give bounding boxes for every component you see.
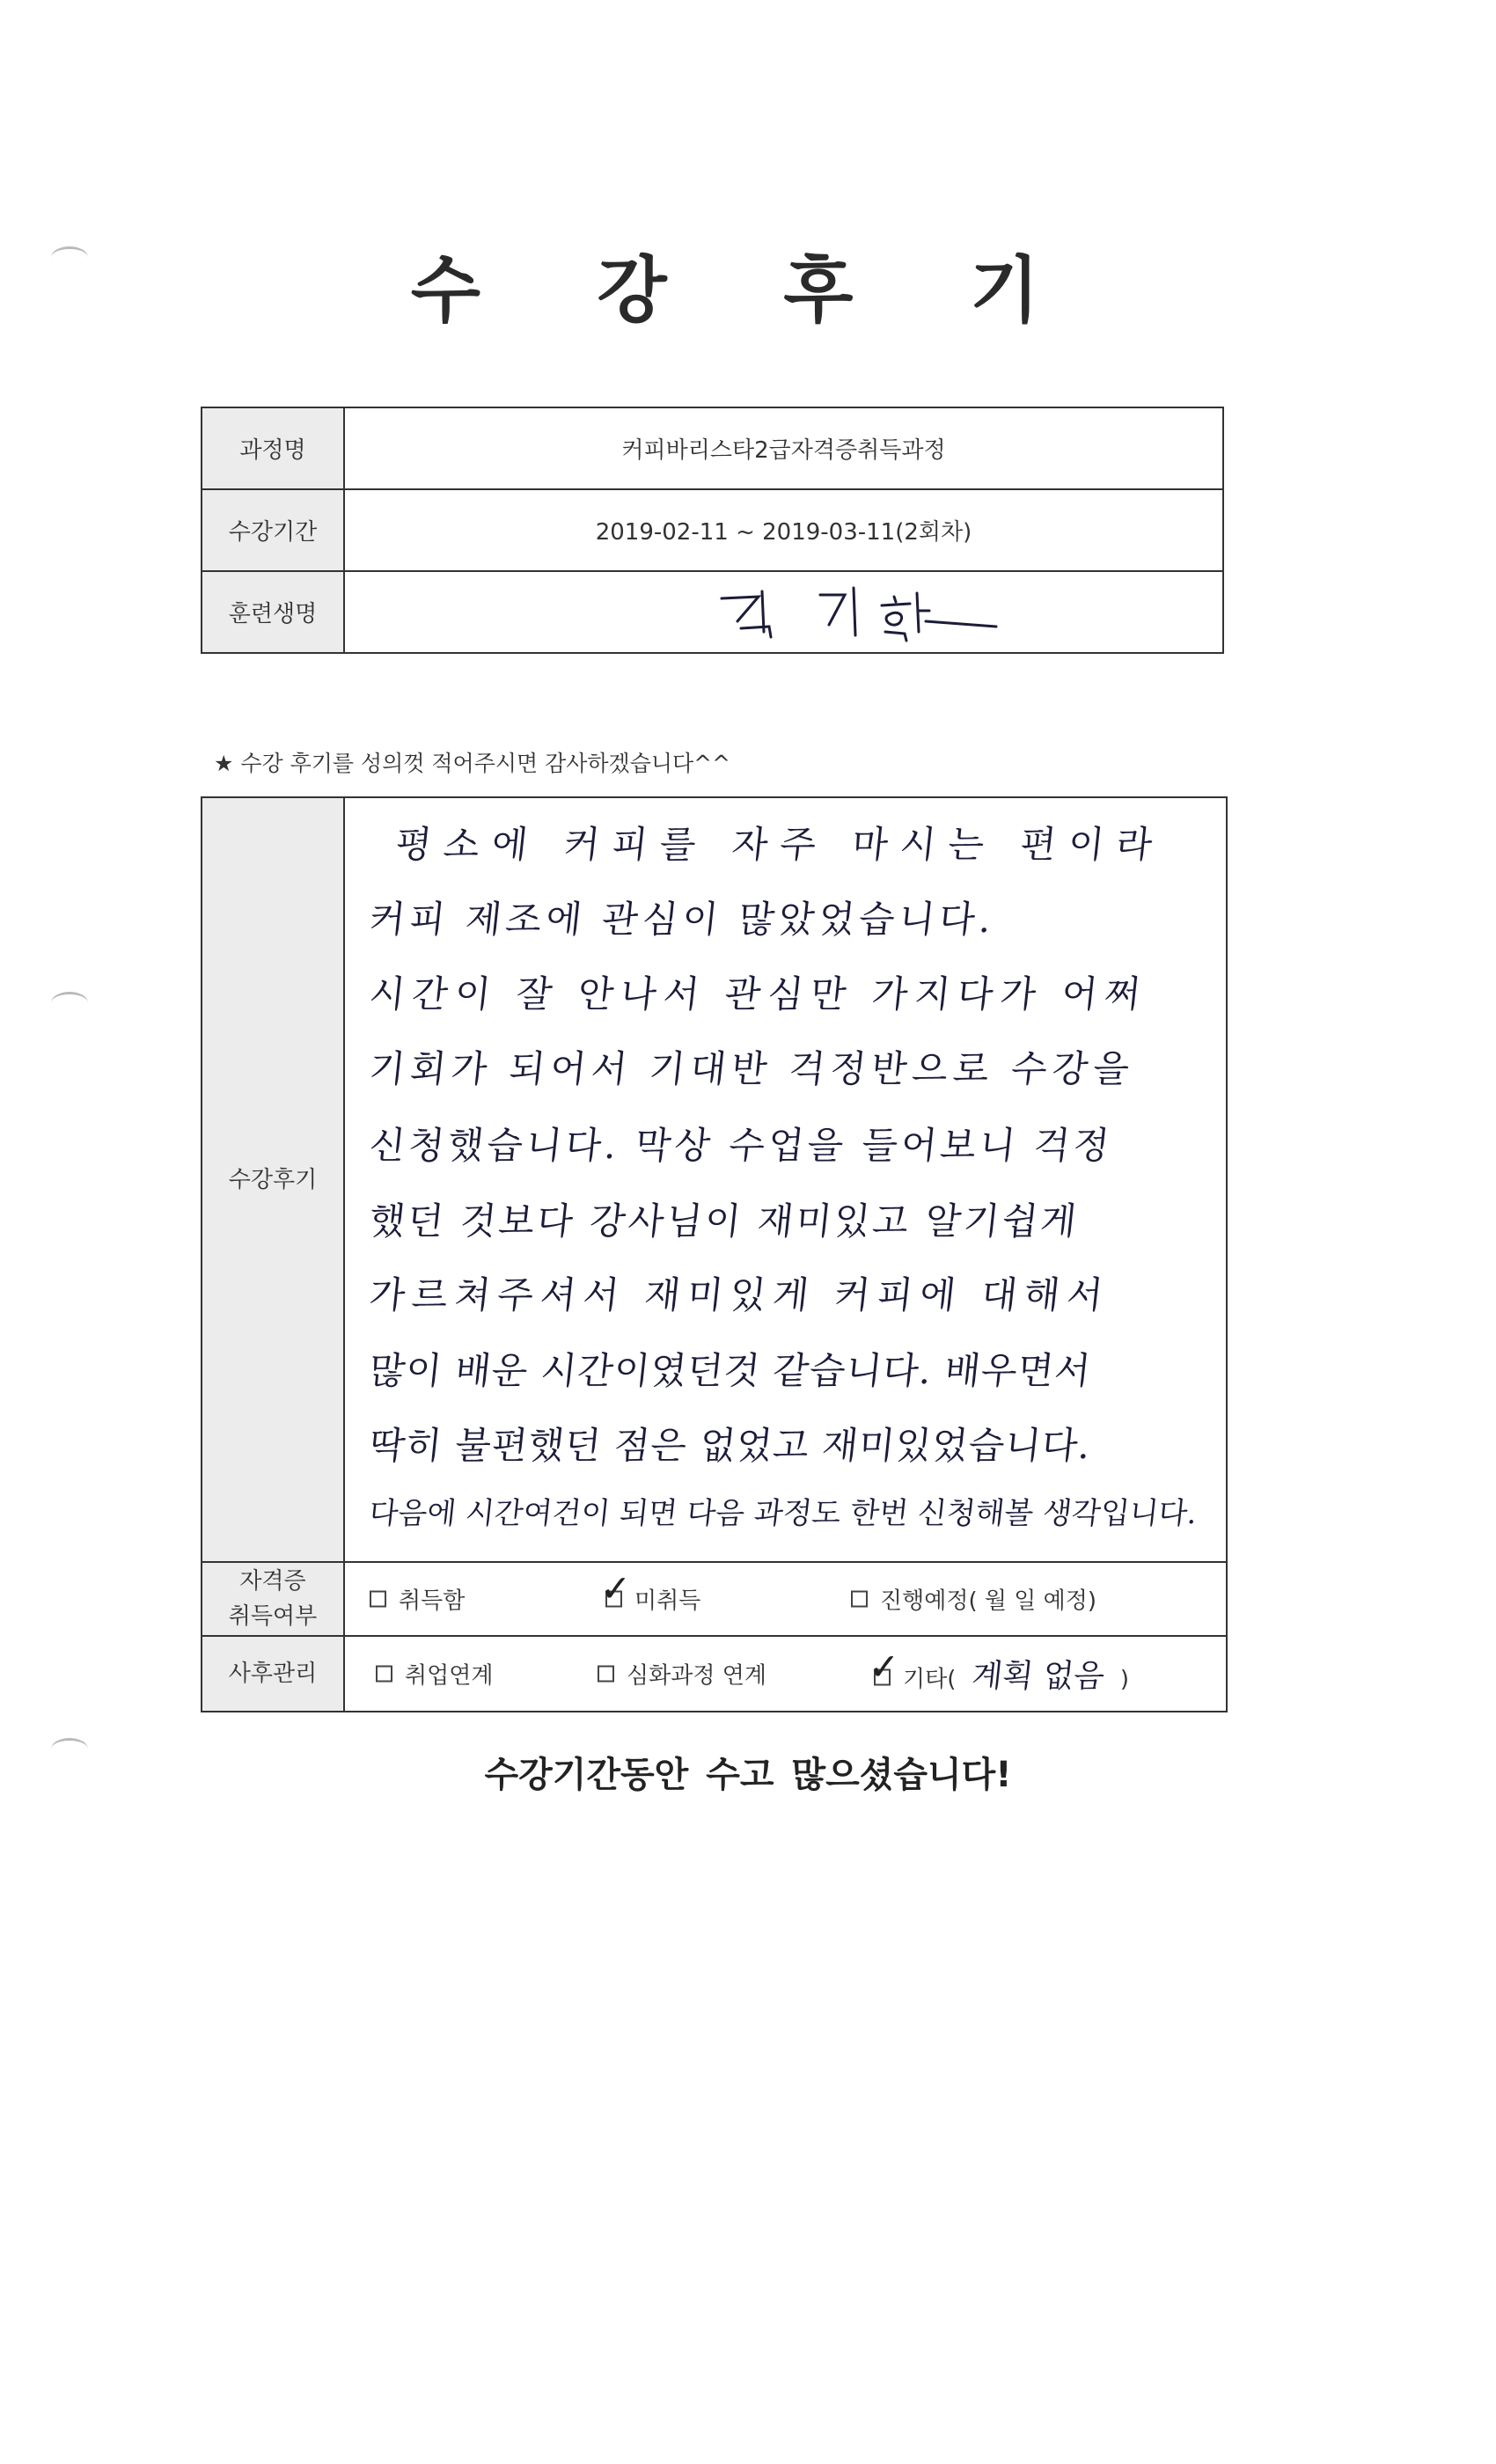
page-title: 수 강 후 기	[410, 249, 1086, 333]
period-label: 수강기간	[202, 489, 344, 571]
option-advanced-course[interactable]: 심화과정 연계	[598, 1658, 766, 1690]
course-label: 과정명	[202, 407, 344, 489]
review-label: 수강후기	[202, 797, 344, 1562]
review-line: 평소에 커피를 자주 마시는 편이라	[393, 823, 1167, 866]
trainee-name-cell	[344, 571, 1223, 653]
checkbox[interactable]	[370, 1591, 386, 1608]
option-employment-link[interactable]: 취업연계	[376, 1658, 493, 1690]
handwritten-trainee-signature	[706, 579, 1005, 642]
certificate-row	[202, 1562, 1227, 1636]
review-content-cell	[344, 797, 1227, 1562]
trainee-label: 훈련생명	[202, 571, 344, 653]
review-line: 시간이 잘 안나서 관심만 가지다가 어쩌	[367, 972, 1150, 1016]
aftercare-row	[202, 1636, 1227, 1712]
review-line: 했던 것보다 강사님이 재미있고 알기쉽게	[367, 1199, 1082, 1243]
trainee-row	[202, 571, 1223, 653]
period-row	[202, 489, 1223, 571]
certificate-label: 자격증 취득여부	[202, 1562, 344, 1636]
course-info-table	[201, 407, 1224, 654]
review-row	[202, 797, 1227, 1562]
option-acquired[interactable]: 취득함	[370, 1583, 465, 1616]
review-table	[201, 796, 1228, 1712]
review-line: 딱히 불편했던 점은 없었고 재미있었습니다.	[367, 1424, 1094, 1467]
check-mark-icon: ✓	[869, 1645, 900, 1689]
review-line: 가르쳐주셔서 재미있게 커피에 대해서	[367, 1273, 1112, 1316]
closing-message: 수강기간동안 수고 많으셨습니다!	[484, 1755, 1012, 1795]
review-line: 신청했습니다. 막상 수업을 들어보니 걱정	[367, 1124, 1115, 1167]
certificate-options	[344, 1562, 1227, 1636]
review-line: 많이 배운 시간이였던것 같습니다. 배우면서	[367, 1349, 1094, 1392]
notice-text: ★ 수강 후기를 성의껏 적어주시면 감사하겠습니다^^	[214, 751, 731, 776]
course-value: 커피바리스타2급자격증취득과정	[344, 407, 1223, 489]
option-scheduled[interactable]: 진행예정( 월 일 예정)	[851, 1583, 1096, 1616]
checkbox[interactable]	[598, 1666, 614, 1683]
period-value: 2019-02-11 ~ 2019-03-11(2회차)	[344, 489, 1223, 571]
course-row	[202, 407, 1223, 489]
handwritten-review	[345, 798, 1226, 1559]
aftercare-label: 사후관리	[202, 1636, 344, 1712]
review-line: 기회가 되어서 기대반 걱정반으로 수강을	[367, 1047, 1137, 1090]
other-handwritten-note: 계획 없음	[969, 1658, 1106, 1695]
option-not-acquired[interactable]: ✓ 미취득	[600, 1566, 701, 1615]
review-line: 다음에 시간여건이 되면 다음 과정도 한번 신청해볼 생각입니다.	[367, 1496, 1199, 1531]
punch-hole-mark	[51, 992, 88, 1014]
option-other[interactable]: ✓ 기타( 계획 없음 )	[869, 1645, 1130, 1695]
review-line: 커피 제조에 관심이 많았었습니다.	[367, 898, 998, 941]
checkbox[interactable]	[376, 1666, 392, 1683]
checkbox[interactable]	[851, 1591, 868, 1608]
aftercare-options	[344, 1636, 1227, 1712]
check-mark-icon: ✓	[600, 1566, 632, 1610]
